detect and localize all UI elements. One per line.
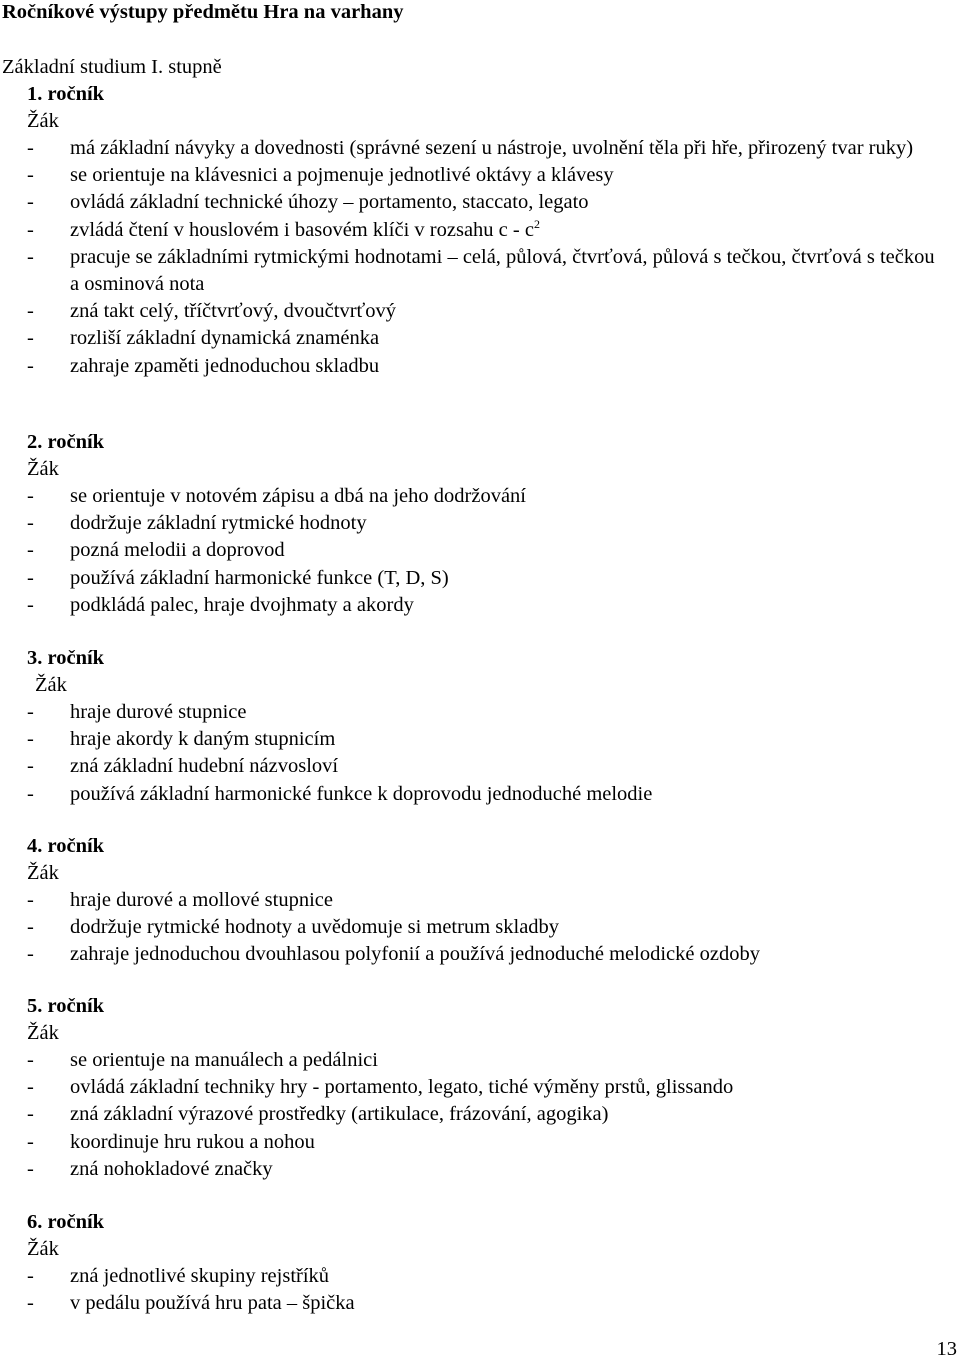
grade-heading: 2. ročník xyxy=(27,431,105,453)
list-item: - se orientuje v notovém zápisu a dbá na jeho dodržování xyxy=(0,483,960,510)
student-label: Žák xyxy=(27,458,59,480)
list-dash: - xyxy=(27,512,34,535)
list-item: - zvládá čtení v houslovém i basovém klíči v rozsahu c - $c^2$ xyxy=(0,217,960,244)
list-dash: - xyxy=(27,916,34,939)
student-label: Žák xyxy=(27,1238,59,1260)
list-dash: - xyxy=(27,782,34,805)
list-dash: - xyxy=(27,755,34,778)
grade-heading: 5. ročník xyxy=(27,995,105,1017)
list-item: - podkládá palec, hraje dvojhmaty a akordy xyxy=(0,592,960,619)
list-item: - se orientuje na klávesnici a pojmenuje jednotlivé oktávy a klávesy xyxy=(0,162,960,189)
superscript: 2 xyxy=(533,216,540,231)
list-dash: - xyxy=(27,300,34,323)
list-item: - dodržuje základní rytmické hodnoty xyxy=(0,510,960,537)
list-dash: - xyxy=(27,566,34,589)
list-dash: - xyxy=(27,1265,34,1287)
list-dash: - xyxy=(27,1292,34,1315)
list-dash: - xyxy=(27,485,34,507)
list-item: - se orientuje na manuálech a pedálnici xyxy=(0,1047,960,1074)
grade-section-1 xyxy=(0,81,960,380)
grade-section-3 xyxy=(0,645,960,808)
list-dash: - xyxy=(27,327,34,350)
list-dash: - xyxy=(27,1103,34,1126)
list-item: - používá základní harmonické funkce k doprovodu jednoduché melodie xyxy=(0,781,960,808)
list-item: - zahraje zpaměti jednoduchou skladbu xyxy=(0,353,960,380)
list-item: - zná jednotlivé skupiny rejstříků xyxy=(0,1263,960,1290)
student-label: Žák xyxy=(27,862,59,884)
list-item: - zná základní hudební názvosloví xyxy=(0,753,960,780)
page-number: 13 xyxy=(936,1338,957,1360)
list-dash: - xyxy=(27,164,34,187)
page-title: Ročníkové výstupy předmětu Hra na varhany xyxy=(2,1,404,23)
list-dash: - xyxy=(27,1076,34,1099)
list-dash: - xyxy=(27,1157,34,1180)
list-item: - zná základní výrazové prostředky (artikulace, frázování, agogika) xyxy=(0,1101,960,1128)
student-label: Žák xyxy=(27,110,59,132)
list-dash: - xyxy=(27,1049,34,1071)
list-dash: - xyxy=(27,191,34,214)
list-item: - zahraje jednoduchou dvouhlasou polyfonií a používá jednoduché melodické ozdoby xyxy=(0,941,960,968)
list-dash: - xyxy=(27,137,34,159)
grade-heading: 3. ročník xyxy=(27,647,105,669)
list-item: - rozliší základní dynamická znaménka xyxy=(0,325,960,352)
grade-section-6 xyxy=(0,1209,960,1317)
list-item: - zná takt celý, tříčtvrťový, dvoučtvrťový xyxy=(0,298,960,325)
page-subtitle: Základní studium I. stupně xyxy=(2,56,222,78)
list-item: - má základní návyky a dovednosti (správné sezení u nástroje, uvolnění těla při hře, přirozený tvar ruky) xyxy=(0,135,960,162)
list-item: - dodržuje rytmické hodnoty a uvědomuje si metrum skladby xyxy=(0,914,960,941)
list-item: - hraje akordy k daným stupnicím xyxy=(0,726,960,753)
student-label: Žák xyxy=(35,674,67,696)
list-dash: - xyxy=(27,943,34,966)
list-item: - pracuje se základními rytmickými hodnotami – celá, půlová, čtvrťová, půlová s tečkou, čtvrťová s tečkou a osminová nota xyxy=(27,245,935,296)
list-dash: - xyxy=(27,1130,34,1153)
list-dash: - xyxy=(27,218,34,241)
list-item: - v pedálu používá hru pata – špička xyxy=(0,1290,960,1317)
list-item: - používá základní harmonické funkce (T, D, S) xyxy=(0,565,960,592)
grade-heading: 4. ročník xyxy=(27,835,105,857)
list-dash: - xyxy=(27,245,34,268)
list-item: - ovládá základní techniky hry - portamento, legato, tiché výměny prstů, glissando xyxy=(0,1074,960,1101)
list-item: - koordinuje hru rukou a nohou xyxy=(0,1129,960,1156)
list-dash: - xyxy=(27,539,34,562)
list-dash: - xyxy=(27,728,34,751)
list-item: - pozná melodii a doprovod xyxy=(0,537,960,564)
list-item: - hraje durové a mollové stupnice xyxy=(0,887,960,914)
grade-section-5 xyxy=(0,993,960,1183)
list-item: - hraje durové stupnice xyxy=(0,699,960,726)
list-dash: - xyxy=(27,889,34,911)
list-item: - zná nohokladové značky xyxy=(0,1156,960,1183)
list-dash: - xyxy=(27,354,34,377)
list-dash: - xyxy=(27,701,34,723)
student-label: Žák xyxy=(27,1022,59,1044)
grade-heading: 1. ročník xyxy=(27,83,105,105)
grade-section-2 xyxy=(0,429,960,619)
grade-heading: 6. ročník xyxy=(27,1211,105,1233)
grade-section-4 xyxy=(0,833,960,969)
list-dash: - xyxy=(27,593,34,616)
list-item: - ovládá základní technické úhozy – portamento, staccato, legato xyxy=(0,189,960,216)
